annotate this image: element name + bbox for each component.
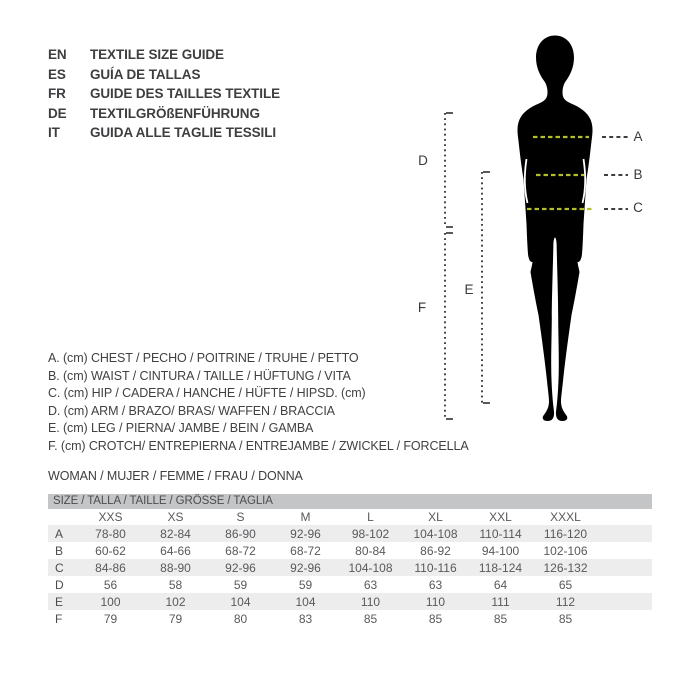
legend-item: C. (cm) HIP / CADERA / HANCHE / HÜFTE / HIPSD. (cm) xyxy=(48,386,366,401)
language-code: EN xyxy=(48,47,67,62)
language-code: ES xyxy=(48,66,66,82)
size-value-cell: 85 xyxy=(558,611,573,626)
language-title: TEXTILGRÖßENFÜHRUNG xyxy=(90,105,260,121)
size-value-cell: 110-116 xyxy=(414,560,457,575)
size-column-header: XS xyxy=(167,510,184,524)
size-value-cell: 92-96 xyxy=(290,560,321,575)
measure-label-hip: C xyxy=(633,200,643,215)
language-code: DE xyxy=(48,105,67,121)
size-value-cell: 110 xyxy=(425,594,446,609)
size-value-cell: 92-96 xyxy=(225,560,256,575)
size-column-header: S xyxy=(236,510,245,524)
size-value-cell: 79 xyxy=(103,611,118,626)
size-column-header: XXXL xyxy=(550,510,581,524)
language-title: GUIDA ALLE TAGLIE TESSILI xyxy=(90,125,276,140)
table-row xyxy=(48,542,652,559)
legend-item: E. (cm) LEG / PIERNA/ JAMBE / BEIN / GAMBA xyxy=(48,421,314,436)
size-value-cell: 78-80 xyxy=(95,526,126,541)
size-column-header: XXL xyxy=(489,510,512,524)
table-row xyxy=(48,559,652,576)
size-value-cell: 92-96 xyxy=(290,526,321,541)
size-value-cell: 94-100 xyxy=(481,543,520,558)
size-value-cell: 100 xyxy=(100,594,121,609)
legend-item: A. (cm) CHEST / PECHO / POITRINE / TRUHE / PETTO xyxy=(48,351,359,365)
size-value-cell: 83 xyxy=(298,611,313,626)
legend-item: D. (cm) ARM / BRAZO/ BRAS/ WAFFEN / BRACCIA xyxy=(48,403,335,418)
size-value-cell: 104-108 xyxy=(413,526,458,541)
size-value-cell: 63 xyxy=(363,577,378,592)
legend-item: F. (cm) CROTCH/ ENTREPIERNA / ENTREJAMBE / ZWICKEL / FORCELLA xyxy=(48,438,469,453)
size-value-cell: 85 xyxy=(363,611,378,626)
row-label: A xyxy=(55,526,64,541)
size-value-cell: 104 xyxy=(230,594,251,609)
measure-label-waist: B xyxy=(633,167,643,182)
language-title: TEXTILE SIZE GUIDE xyxy=(90,47,224,62)
size-value-cell: 85 xyxy=(493,611,508,626)
language-row xyxy=(48,84,280,104)
size-value-cell: 58 xyxy=(168,577,183,592)
table-row xyxy=(48,576,652,593)
size-value-cell: 60-62 xyxy=(95,543,126,558)
language-row xyxy=(48,104,280,124)
row-label: D xyxy=(55,577,64,592)
size-value-cell: 112 xyxy=(555,594,576,609)
size-value-cell: 84-86 xyxy=(95,560,126,575)
size-value-cell: 64 xyxy=(493,577,508,592)
size-value-cell: 98-102 xyxy=(351,526,390,541)
language-code: FR xyxy=(48,86,66,101)
language-title: GUÍA DE TALLAS xyxy=(90,66,201,82)
language-code: IT xyxy=(48,125,60,140)
measure-label-leg: E xyxy=(464,282,474,297)
size-value-cell: 59 xyxy=(298,577,313,592)
language-title-list xyxy=(48,45,280,143)
size-value-cell: 118-124 xyxy=(478,560,523,575)
size-value-cell: 59 xyxy=(233,577,248,592)
legend-item: B. (cm) WAIST / CINTURA / TAILLE / HÜFTUNG / VITA xyxy=(48,368,351,383)
size-value-cell: 86-92 xyxy=(420,543,451,558)
table-row xyxy=(48,593,652,610)
size-value-cell: 111 xyxy=(491,594,510,609)
size-value-cell: 65 xyxy=(558,577,573,592)
size-table xyxy=(48,494,652,627)
row-label: F xyxy=(55,611,63,626)
size-value-cell: 68-72 xyxy=(225,543,256,558)
size-value-cell: 102-106 xyxy=(543,543,588,558)
size-table-band: SIZE / TALLA / TAILLE / GRÖSSE / TAGLIA xyxy=(48,494,652,509)
size-value-cell: 102 xyxy=(165,594,186,609)
measure-label-chest: A xyxy=(633,129,643,144)
size-value-cell: 79 xyxy=(168,611,183,626)
woman-silhouette-icon xyxy=(495,31,615,423)
size-value-cell: 88-90 xyxy=(160,560,191,575)
size-value-cell: 80 xyxy=(233,611,248,626)
size-value-cell: 126-132 xyxy=(543,560,588,575)
size-value-cell: 64-66 xyxy=(160,543,191,558)
size-value-cell: 110 xyxy=(360,594,381,609)
size-value-cell: 82-84 xyxy=(160,526,191,541)
table-row xyxy=(48,610,652,627)
size-value-cell: 68-72 xyxy=(290,543,321,558)
size-value-cell: 85 xyxy=(428,611,443,626)
measure-label-arm: D xyxy=(418,153,428,168)
size-column-header: L xyxy=(367,510,374,524)
size-value-cell: 116-120 xyxy=(543,526,588,541)
size-value-cell: 56 xyxy=(103,577,118,592)
measurement-legend xyxy=(48,350,469,456)
row-label: E xyxy=(55,594,64,609)
language-row xyxy=(48,65,280,85)
size-value-cell: 104-108 xyxy=(348,560,393,575)
size-column-headers xyxy=(48,509,652,525)
size-value-cell: 110-114 xyxy=(479,526,522,541)
row-label: C xyxy=(55,560,64,575)
size-value-cell: 80-84 xyxy=(355,543,386,558)
size-value-cell: 104 xyxy=(295,594,316,609)
size-column-header: M xyxy=(300,510,311,524)
row-label: B xyxy=(55,543,64,558)
language-title: GUIDE DES TAILLES TEXTILE xyxy=(90,86,281,101)
language-row xyxy=(48,45,280,65)
size-column-header: XL xyxy=(428,510,443,524)
gender-heading: WOMAN / MUJER / FEMME / FRAU / DONNA xyxy=(48,469,303,483)
measure-label-crotch: F xyxy=(417,300,427,315)
table-row xyxy=(48,525,652,542)
language-row xyxy=(48,123,280,143)
size-value-cell: 63 xyxy=(428,577,443,592)
size-value-cell: 86-90 xyxy=(225,526,256,541)
size-column-header: XXS xyxy=(98,510,123,524)
